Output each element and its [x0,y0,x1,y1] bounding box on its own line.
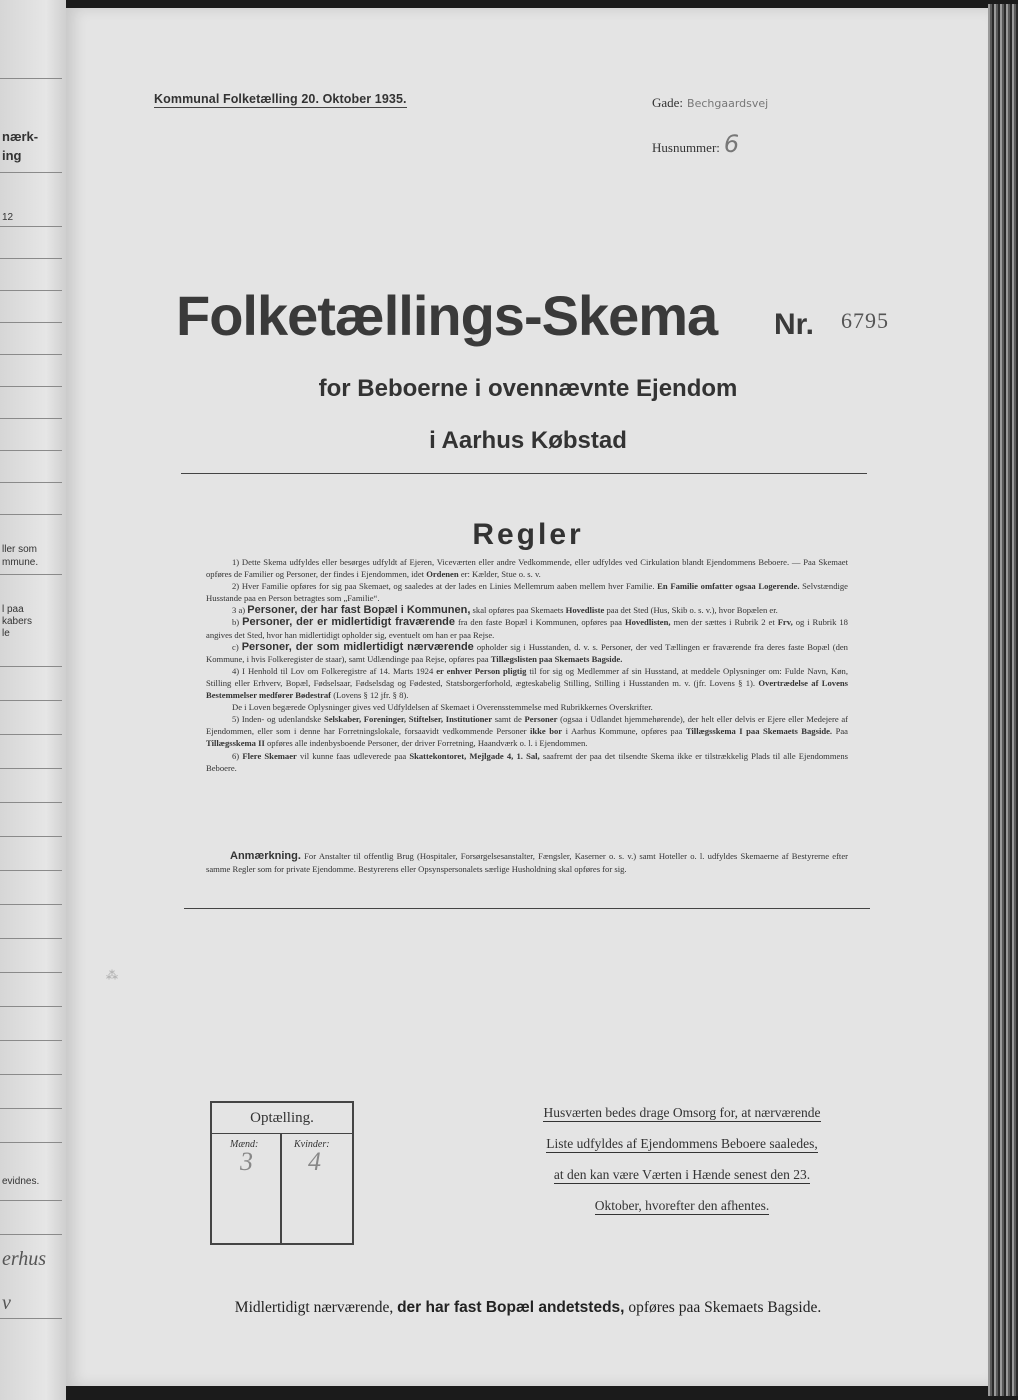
subtitle-city: i Aarhus Købstad [429,427,627,454]
rule-1: 1) Dette Skema udfyldes eller besørges udfyldt af Ejeren, Viceværten eller andre Vedkommende, eller udfyldes ved Cirkulation blandt Ejendommens Beboere. — Paa Skemaet opføres de Familier og Personer, der findes i Ejendommen, idet Ordenen er: Kælder, Stue o. s. v. [206,557,848,580]
notice-line: Oktober, hvorefter den afhentes. [594,1198,770,1213]
annotation-label: Anmærkning. [230,850,301,862]
divider-top [181,473,867,474]
annotation-text: For Anstalter til offentlig Brug (Hospitaler, Forsørgelsesanstalter, Fængsler, Kaserner o. s. v.) samt Hoteller o. l. udfyldes Skemaerne af Bestyrerne efter samme Regler som for private Ejendomme. Bestyrerens eller Opsynspersonalets særlige Husholdning skal opføres for sig. [206,851,848,874]
street-line [652,94,768,112]
notice-line: at den kan være Værten i Hænde senest den 23. [553,1167,811,1182]
left-page-fragment [0,0,66,1400]
rule-3c: c) Personer, der som midlertidigt nærværende opholder sig i Husstanden, d. v. s. Personer, der ved Tællingen er fraværende fra deres faste Bopæl (den Kommune, i hvis Folkeregister de staar), samt Udlændinge paa Rejse, opføres paa Tillægslisten paa Skemaets Bagside. [206,640,848,664]
left-heading-fragment: ing [2,148,22,163]
rule-4: 4) I Henhold til Lov om Folkeregistre af 14. Marts 1924 er enhver Person pligtig til for sig og Medlemmer af sin Husstand, at meddele Oplysninger om: Fulde Navn, Køn, Stilling eller Erhverv, Bopæl, Fødselsaar, Fødselsdag og Fødested, Statsborgerforhold, ægteskabelig Stilling, Stilling i Husstanden m. v. (jfr. Lovens § 1). Overtrædelse af Lovens Bestemmelser medfører Bødestraf (Lovens § 12 jfr. § 8). [206,665,849,701]
rule-3b: b) Personer, der er midlertidigt fraværende fra den faste Bopæl i Kommunen, opføres paa Hovedlisten, men der sættes i Rubrik 2 et Frv, og i Rubrik 18 angives det Sted, hvor han midlertidigt opholder sig, eventuelt om han er paa Rejse. [206,616,848,640]
footer-note: Midlertidigt nærværende, der har fast Bopæl andetsteds, opføres paa Skemaets Bagside. [234,1299,822,1316]
rule-2: 2) Hver Familie opføres for sig paa Skemaet, og saaledes at der lades en Linies Mellemrum aaben mellem hver Familie. En Familie omfatter ogsaa Logerende. Selvstændige Husstande paa en Person betragtes som „Familie“. [206,581,848,604]
rule-6: 6) Flere Skemaer vil kunne faas udleverede paa Skattekontoret, Mejlgade 4, 1. Sal, saafremt der paa det tilsendte Skema ikke er tilstrækkelig Plads til alle Ejendommens Beboere. [206,750,848,773]
women-count: 4 [308,1147,321,1176]
form-title: Folketællings-Skema [176,284,718,347]
scan-mark: ⁂ [106,968,118,982]
men-label: Mænd: [230,1139,259,1150]
landlord-notice [516,1105,848,1229]
rules-text [206,556,848,774]
left-fragment: kabers [2,616,33,627]
page-stack-edge [988,4,1018,1396]
count-box-title: Optælling. [212,1103,352,1134]
house-number-line [652,130,739,158]
census-form-page [66,8,990,1386]
left-fragment: le [2,628,10,639]
notice-line: Liste udfyldes af Ejendommens Beboere saaledes, [546,1136,818,1151]
street-value: Bechgaardsvej [687,97,769,110]
rules-heading: Regler [472,518,584,551]
left-heading-fragment: nærk- [2,129,39,144]
house-number-label: Husnummer: [652,140,720,155]
census-header: Kommunal Folketælling 20. Oktober 1935. [154,92,407,106]
rule-3a: 3 a) Personer, der har fast Bopæl i Kommunen, skal opføres paa Skemaets Hovedliste paa det Sted (Hus, Skib o. s. v.), hvor Bopælen er. [232,604,778,617]
annotation-note [206,850,848,875]
rule-5: 5) Inden- og udenlandske Selskaber, Foreninger, Stiftelser, Institutioner samt de Personer (ogsaa i Udlandet hjemmehørende), der helt eller delvis er Ejere eller Medejere af Ejendommen, eller som i denne har Forretningslokale, forsaavidt vedkommende Personer ikke bor i Aarhus Kommune, opføres paa Tillægsskema I paa Skemaets Bagside. Paa Tillægsskema II opføres alle indenbysboende Personer, der driver Forretning, Haandværk o. l. i Ejendommen. [206,714,849,749]
left-fragment: 12 [2,212,14,223]
women-label: Kvinder: [294,1139,330,1150]
notice-line: Husværten bedes drage Omsorg for, at nærværende [543,1105,821,1120]
left-handwriting: v [2,1292,11,1314]
left-handwriting: erhus [2,1248,47,1270]
left-fragment: l paa [2,604,24,615]
divider-bottom [184,908,870,909]
rule-4b: De i Loven begærede Oplysninger gives ved Udfyldelsen af Skemaet i Overensstemmelse med Rubrikkernes Overskrifter. [232,702,653,713]
form-number: 6795 [841,308,889,333]
street-label: Gade: [652,95,684,110]
left-fragment: mmune. [2,557,39,568]
nr-label: Nr. [774,308,815,341]
men-count: 3 [240,1147,253,1176]
house-number-value: 6 [723,130,740,158]
count-box [210,1101,354,1245]
left-fragment: evidnes. [2,1176,40,1187]
left-fragment: ller som [2,544,38,555]
subtitle-residents: for Beboerne i ovennævnte Ejendom [318,375,738,402]
